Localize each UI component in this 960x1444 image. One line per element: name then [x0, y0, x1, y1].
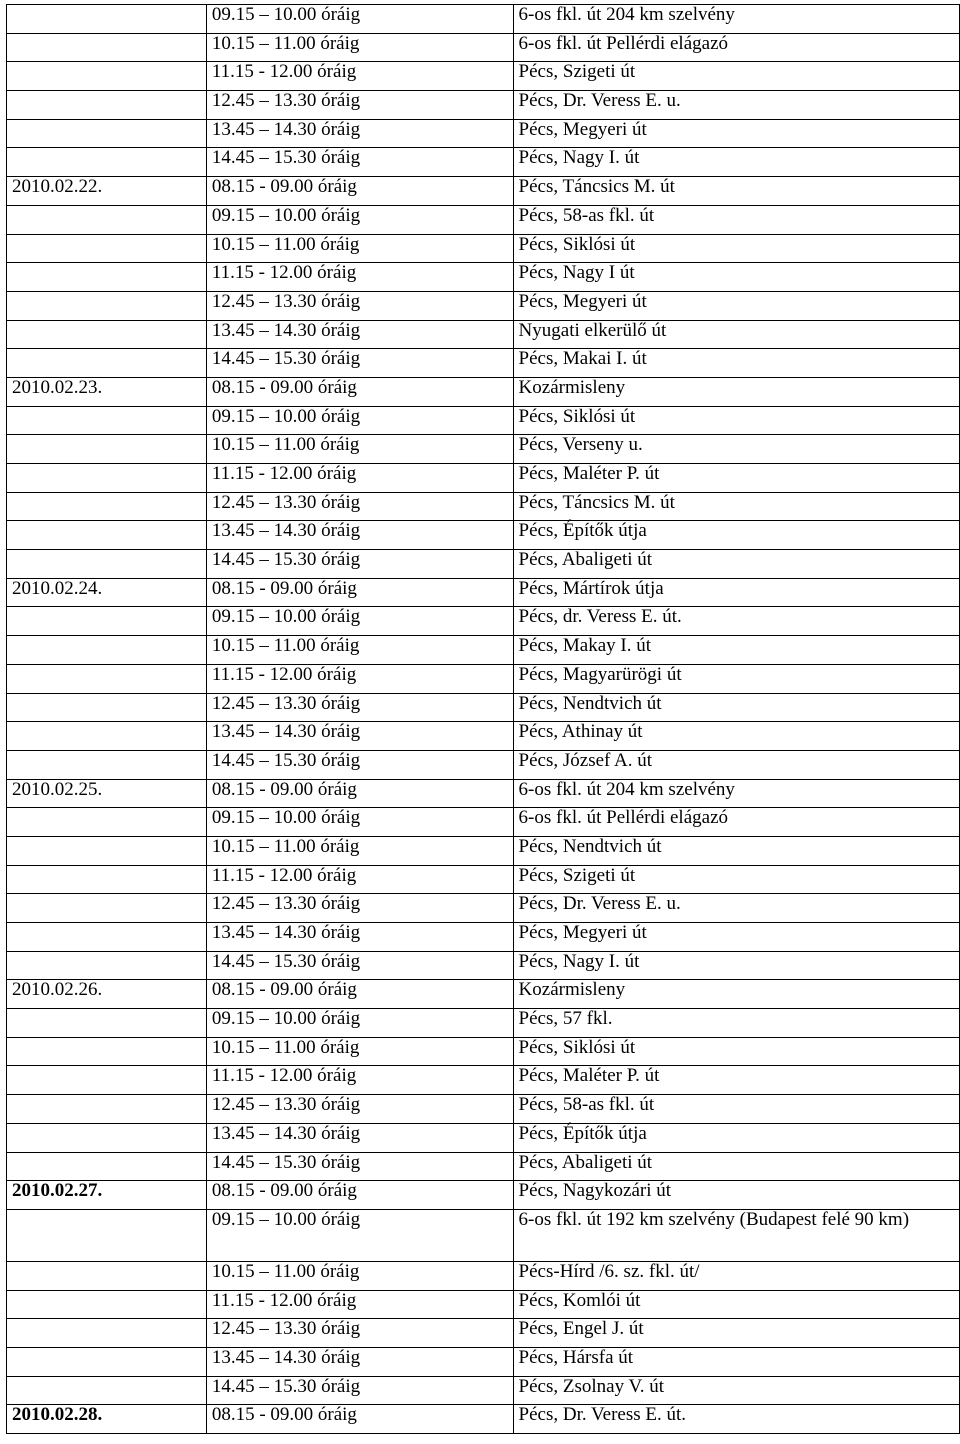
date-cell — [7, 5, 207, 34]
location-cell: Pécs, Nendtvich út — [513, 836, 959, 865]
location-cell: Pécs, Verseny u. — [513, 435, 959, 464]
location-cell: Pécs, József A. út — [513, 750, 959, 779]
time-cell: 09.15 – 10.00 óráig — [206, 5, 513, 34]
time-cell: 12.45 – 13.30 óráig — [206, 291, 513, 320]
table-row — [7, 148, 960, 177]
location-cell: Kozármisleny — [513, 377, 959, 406]
table-row — [7, 263, 960, 292]
time-cell: 13.45 – 14.30 óráig — [206, 119, 513, 148]
time-cell: 11.15 - 12.00 óráig — [206, 1066, 513, 1095]
location-cell: Pécs, Építők útja — [513, 1123, 959, 1152]
time-cell: 12.45 – 13.30 óráig — [206, 894, 513, 923]
date-cell — [7, 205, 207, 234]
table-row — [7, 980, 960, 1009]
table-row — [7, 377, 960, 406]
date-cell — [7, 1123, 207, 1152]
location-cell: Pécs, Maléter P. út — [513, 464, 959, 493]
date-cell — [7, 865, 207, 894]
location-cell: Pécs, Szigeti út — [513, 62, 959, 91]
table-row — [7, 464, 960, 493]
table-row — [7, 91, 960, 120]
date-cell — [7, 148, 207, 177]
table-row — [7, 607, 960, 636]
table-row — [7, 836, 960, 865]
date-cell — [7, 435, 207, 464]
table-row — [7, 406, 960, 435]
table-row — [7, 1347, 960, 1376]
table-row — [7, 1405, 960, 1434]
time-cell: 11.15 - 12.00 óráig — [206, 865, 513, 894]
location-cell: Pécs, dr. Veress E. út. — [513, 607, 959, 636]
time-cell: 08.15 - 09.00 óráig — [206, 177, 513, 206]
location-cell: Pécs, Megyeri út — [513, 291, 959, 320]
location-cell: 6-os fkl. út Pellérdi elágazó — [513, 33, 959, 62]
time-cell: 13.45 – 14.30 óráig — [206, 1123, 513, 1152]
table-row — [7, 779, 960, 808]
date-cell — [7, 693, 207, 722]
date-cell — [7, 894, 207, 923]
date-cell — [7, 836, 207, 865]
time-cell: 11.15 - 12.00 óráig — [206, 1290, 513, 1319]
table-row — [7, 1181, 960, 1210]
location-cell: Pécs, Nagykozári út — [513, 1181, 959, 1210]
date-cell — [7, 1261, 207, 1290]
location-cell: Pécs, Komlói út — [513, 1290, 959, 1319]
table-row — [7, 177, 960, 206]
time-cell: 13.45 – 14.30 óráig — [206, 320, 513, 349]
time-cell: 08.15 - 09.00 óráig — [206, 779, 513, 808]
location-cell: Pécs-Hírd /6. sz. fkl. út/ — [513, 1261, 959, 1290]
date-cell — [7, 1037, 207, 1066]
time-cell: 14.45 – 15.30 óráig — [206, 349, 513, 378]
location-cell: 6-os fkl. út Pellérdi elágazó — [513, 808, 959, 837]
date-cell — [7, 263, 207, 292]
time-cell: 09.15 – 10.00 óráig — [206, 808, 513, 837]
table-row — [7, 550, 960, 579]
location-cell: Pécs, Mártírok útja — [513, 578, 959, 607]
location-cell: Pécs, Táncsics M. út — [513, 492, 959, 521]
date-cell — [7, 1319, 207, 1348]
table-row — [7, 435, 960, 464]
date-cell — [7, 1347, 207, 1376]
location-cell: Pécs, Siklósi út — [513, 406, 959, 435]
time-cell: 13.45 – 14.30 óráig — [206, 1347, 513, 1376]
table-row — [7, 865, 960, 894]
time-cell: 10.15 – 11.00 óráig — [206, 836, 513, 865]
date-cell — [7, 464, 207, 493]
time-cell: 08.15 - 09.00 óráig — [206, 980, 513, 1009]
time-cell: 12.45 – 13.30 óráig — [206, 492, 513, 521]
table-row — [7, 750, 960, 779]
date-cell — [7, 234, 207, 263]
time-cell: 10.15 – 11.00 óráig — [206, 33, 513, 62]
date-cell — [7, 550, 207, 579]
date-cell — [7, 91, 207, 120]
date-cell — [7, 521, 207, 550]
date-cell — [7, 1009, 207, 1038]
location-cell: Pécs, 58-as fkl. út — [513, 205, 959, 234]
time-cell: 10.15 – 11.00 óráig — [206, 636, 513, 665]
date-cell — [7, 607, 207, 636]
location-cell: 6-os fkl. út 204 km szelvény — [513, 5, 959, 34]
location-cell: Pécs, Megyeri út — [513, 119, 959, 148]
time-cell: 10.15 – 11.00 óráig — [206, 1037, 513, 1066]
schedule-body — [7, 5, 960, 1434]
date-cell — [7, 62, 207, 91]
date-cell — [7, 1095, 207, 1124]
table-row — [7, 1209, 960, 1261]
date-cell — [7, 291, 207, 320]
time-cell: 14.45 – 15.30 óráig — [206, 951, 513, 980]
location-cell: Pécs, Siklósi út — [513, 1037, 959, 1066]
time-cell: 14.45 – 15.30 óráig — [206, 1376, 513, 1405]
time-cell: 10.15 – 11.00 óráig — [206, 1261, 513, 1290]
date-cell: 2010.02.28. — [7, 1405, 207, 1434]
table-row — [7, 636, 960, 665]
location-cell: Pécs, Nendtvich út — [513, 693, 959, 722]
time-cell: 09.15 – 10.00 óráig — [206, 1209, 513, 1261]
location-cell: Pécs, Táncsics M. út — [513, 177, 959, 206]
time-cell: 12.45 – 13.30 óráig — [206, 1095, 513, 1124]
time-cell: 14.45 – 15.30 óráig — [206, 750, 513, 779]
time-cell: 08.15 - 09.00 óráig — [206, 1405, 513, 1434]
location-cell: Nyugati elkerülő út — [513, 320, 959, 349]
location-cell: Pécs, Megyeri út — [513, 923, 959, 952]
date-cell: 2010.02.24. — [7, 578, 207, 607]
date-cell — [7, 808, 207, 837]
time-cell: 08.15 - 09.00 óráig — [206, 377, 513, 406]
table-row — [7, 234, 960, 263]
date-cell — [7, 750, 207, 779]
location-cell: Pécs, Nagy I. út — [513, 148, 959, 177]
date-cell — [7, 320, 207, 349]
time-cell: 11.15 - 12.00 óráig — [206, 62, 513, 91]
date-cell — [7, 923, 207, 952]
date-cell — [7, 1376, 207, 1405]
date-cell: 2010.02.22. — [7, 177, 207, 206]
time-cell: 10.15 – 11.00 óráig — [206, 234, 513, 263]
location-cell: Pécs, Dr. Veress E. u. — [513, 894, 959, 923]
location-cell: Pécs, Hársfa út — [513, 1347, 959, 1376]
date-cell — [7, 1066, 207, 1095]
table-row — [7, 1037, 960, 1066]
date-cell — [7, 1152, 207, 1181]
table-row — [7, 5, 960, 34]
location-cell: 6-os fkl. út 192 km szelvény (Budapest felé 90 km) — [513, 1209, 959, 1261]
date-cell: 2010.02.23. — [7, 377, 207, 406]
time-cell: 08.15 - 09.00 óráig — [206, 578, 513, 607]
date-cell: 2010.02.27. — [7, 1181, 207, 1210]
date-cell — [7, 349, 207, 378]
location-cell: Pécs, 57 fkl. — [513, 1009, 959, 1038]
location-cell: Pécs, Maléter P. út — [513, 1066, 959, 1095]
date-cell — [7, 664, 207, 693]
location-cell: Pécs, Dr. Veress E. út. — [513, 1405, 959, 1434]
location-cell: Pécs, Nagy I. út — [513, 951, 959, 980]
table-row — [7, 1095, 960, 1124]
time-cell: 09.15 – 10.00 óráig — [206, 1009, 513, 1038]
time-cell: 13.45 – 14.30 óráig — [206, 521, 513, 550]
table-row — [7, 578, 960, 607]
date-cell — [7, 951, 207, 980]
table-row — [7, 1123, 960, 1152]
table-row — [7, 62, 960, 91]
table-row — [7, 693, 960, 722]
table-row — [7, 1261, 960, 1290]
table-row — [7, 923, 960, 952]
table-row — [7, 951, 960, 980]
time-cell: 11.15 - 12.00 óráig — [206, 664, 513, 693]
date-cell — [7, 1209, 207, 1261]
time-cell: 14.45 – 15.30 óráig — [206, 1152, 513, 1181]
location-cell: Pécs, Szigeti út — [513, 865, 959, 894]
table-row — [7, 291, 960, 320]
table-row — [7, 722, 960, 751]
table-row — [7, 664, 960, 693]
table-row — [7, 1290, 960, 1319]
table-row — [7, 33, 960, 62]
location-cell: 6-os fkl. út 204 km szelvény — [513, 779, 959, 808]
time-cell: 09.15 – 10.00 óráig — [206, 205, 513, 234]
location-cell: Pécs, Nagy I út — [513, 263, 959, 292]
table-row — [7, 119, 960, 148]
time-cell: 13.45 – 14.30 óráig — [206, 722, 513, 751]
time-cell: 11.15 - 12.00 óráig — [206, 263, 513, 292]
table-row — [7, 808, 960, 837]
time-cell: 09.15 – 10.00 óráig — [206, 607, 513, 636]
location-cell: Pécs, Zsolnay V. út — [513, 1376, 959, 1405]
table-row — [7, 205, 960, 234]
time-cell: 13.45 – 14.30 óráig — [206, 923, 513, 952]
table-row — [7, 349, 960, 378]
time-cell: 12.45 – 13.30 óráig — [206, 91, 513, 120]
date-cell: 2010.02.25. — [7, 779, 207, 808]
time-cell: 14.45 – 15.30 óráig — [206, 550, 513, 579]
date-cell — [7, 119, 207, 148]
time-cell: 08.15 - 09.00 óráig — [206, 1181, 513, 1210]
time-cell: 10.15 – 11.00 óráig — [206, 435, 513, 464]
table-row — [7, 320, 960, 349]
table-row — [7, 1152, 960, 1181]
location-cell: Pécs, Dr. Veress E. u. — [513, 91, 959, 120]
location-cell: Pécs, Makai I. út — [513, 349, 959, 378]
location-cell: Pécs, Siklósi út — [513, 234, 959, 263]
table-row — [7, 1066, 960, 1095]
location-cell: Kozármisleny — [513, 980, 959, 1009]
time-cell: 12.45 – 13.30 óráig — [206, 1319, 513, 1348]
location-cell: Pécs, Abaligeti út — [513, 550, 959, 579]
table-row — [7, 894, 960, 923]
date-cell — [7, 1290, 207, 1319]
date-cell — [7, 636, 207, 665]
table-row — [7, 1376, 960, 1405]
time-cell: 11.15 - 12.00 óráig — [206, 464, 513, 493]
table-row — [7, 1319, 960, 1348]
location-cell: Pécs, Athinay út — [513, 722, 959, 751]
location-cell: Pécs, Abaligeti út — [513, 1152, 959, 1181]
date-cell: 2010.02.26. — [7, 980, 207, 1009]
schedule-table — [6, 4, 960, 1434]
time-cell: 09.15 – 10.00 óráig — [206, 406, 513, 435]
table-row — [7, 492, 960, 521]
location-cell: Pécs, Makay I. út — [513, 636, 959, 665]
location-cell: Pécs, Magyarürögi út — [513, 664, 959, 693]
location-cell: Pécs, 58-as fkl. út — [513, 1095, 959, 1124]
date-cell — [7, 722, 207, 751]
table-row — [7, 521, 960, 550]
date-cell — [7, 406, 207, 435]
location-cell: Pécs, Engel J. út — [513, 1319, 959, 1348]
time-cell: 14.45 – 15.30 óráig — [206, 148, 513, 177]
table-row — [7, 1009, 960, 1038]
date-cell — [7, 492, 207, 521]
time-cell: 12.45 – 13.30 óráig — [206, 693, 513, 722]
date-cell — [7, 33, 207, 62]
location-cell: Pécs, Építők útja — [513, 521, 959, 550]
